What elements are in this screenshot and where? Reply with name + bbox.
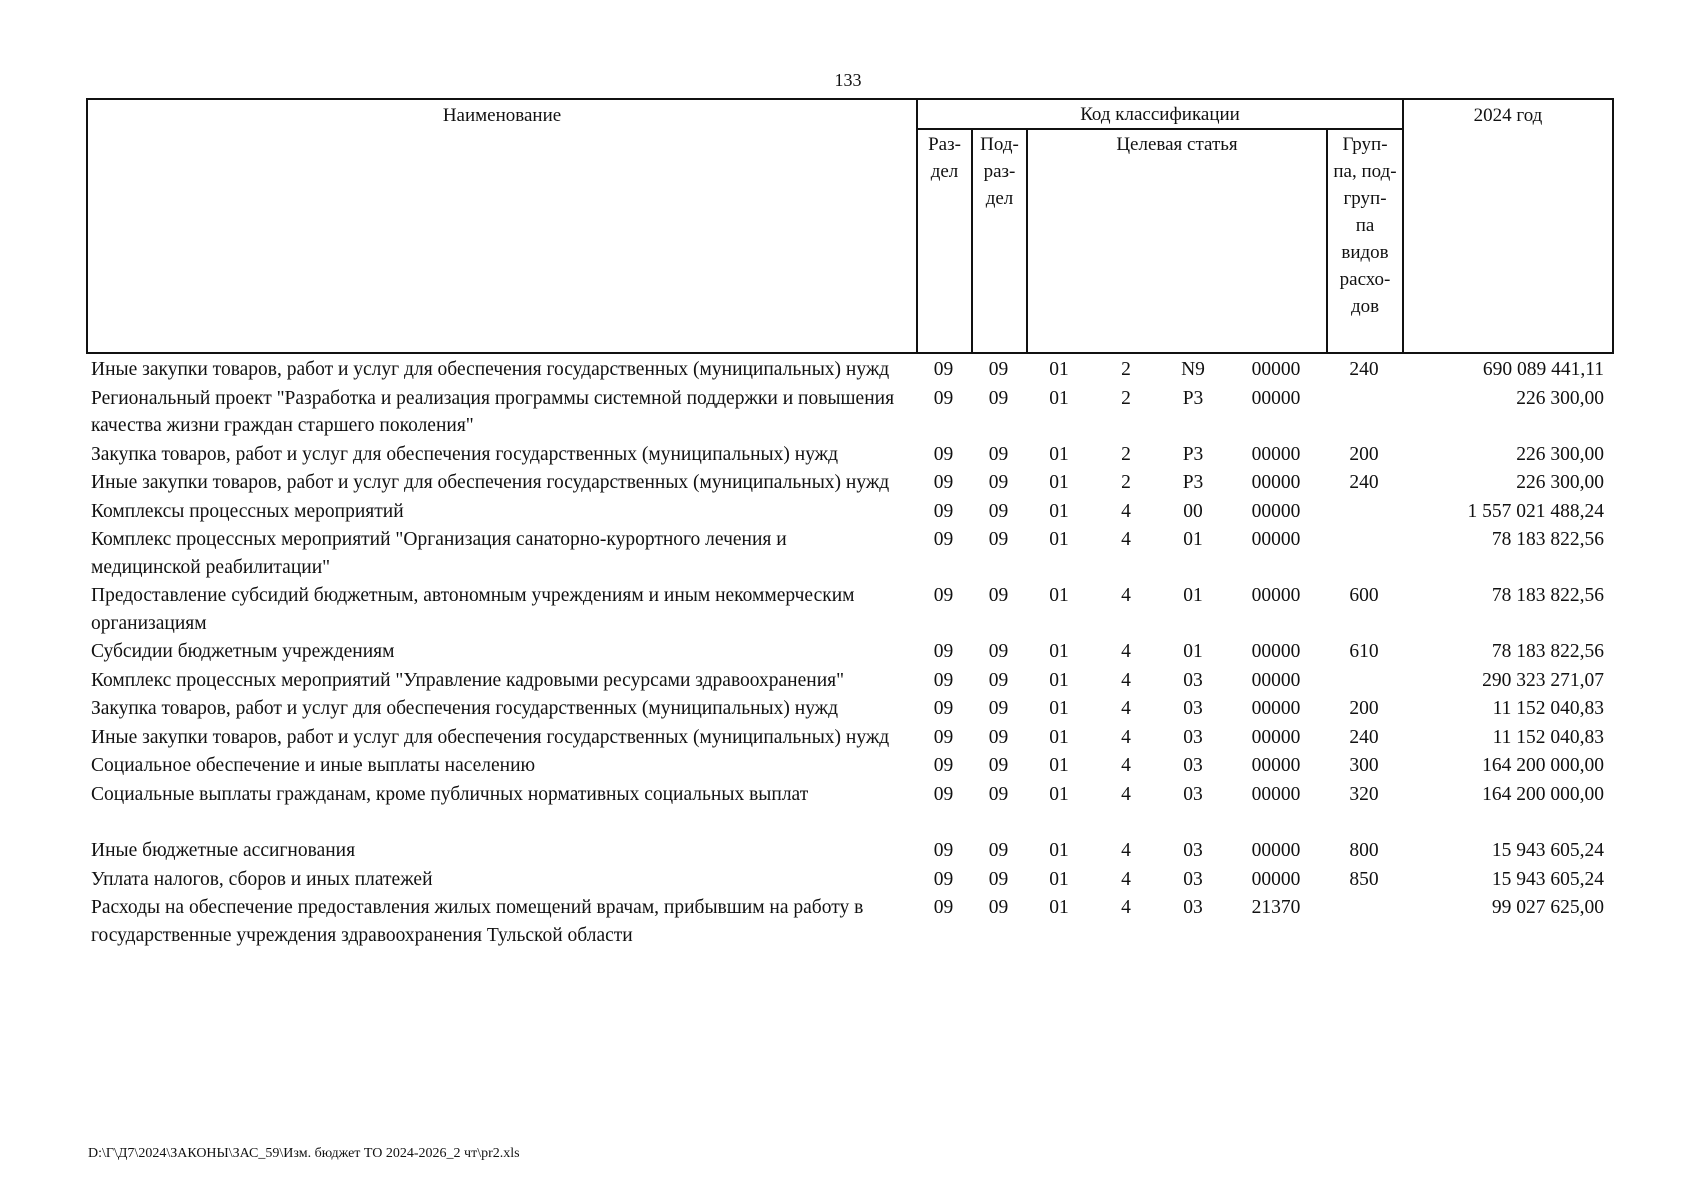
table-row	[86, 498, 1612, 527]
row-target-type: 4	[1121, 783, 1131, 805]
row-target-type: 4	[1121, 500, 1131, 522]
table-row	[86, 441, 1612, 470]
row-target-type: 2	[1121, 443, 1131, 465]
row-target-type: 4	[1121, 726, 1131, 748]
row-podrazdel: 09	[988, 443, 1009, 465]
row-amount: 11 152 040,83	[1492, 726, 1604, 748]
row-amount: 226 300,00	[1516, 472, 1604, 493]
header-name: Наименование	[87, 99, 917, 353]
row-target-program: 01	[1049, 529, 1069, 550]
row-name: Социальное обеспечение и иные выплаты населению	[91, 755, 536, 776]
row-podrazdel: 09	[988, 500, 1009, 522]
row-target-direction: 00000	[1251, 726, 1301, 748]
row-podrazdel: 09	[988, 868, 1009, 890]
row-expense-group	[1326, 894, 1402, 950]
row-razdel: 09	[933, 641, 954, 662]
row-target-type: 4	[1121, 669, 1131, 691]
row-target-direction: 00000	[1251, 868, 1301, 890]
row-podrazdel: 09	[988, 359, 1009, 380]
row-name: Иные закупки товаров, работ и услуг для обеспечения государственных (муниципальных) нужд	[91, 359, 890, 380]
row-target-program: 01	[1049, 472, 1069, 493]
row-target-program: 01	[1049, 698, 1069, 719]
header-razdel: Раз- дел	[917, 129, 972, 353]
row-target-program: 01	[1049, 641, 1069, 662]
row-amount: 78 183 822,56	[1491, 585, 1604, 606]
row-name: Субсидии бюджетным учреждениям	[91, 641, 395, 662]
row-target-project: 03	[1183, 698, 1203, 719]
row-target-direction: 00000	[1251, 698, 1301, 719]
row-amount: 15 943 605,24	[1491, 840, 1604, 861]
row-target-program: 01	[1049, 783, 1069, 805]
row-target-program: 01	[1049, 755, 1069, 776]
row-amount: 99 027 625,00	[1491, 897, 1604, 918]
header-year: 2024 год	[1403, 99, 1613, 353]
table-row	[86, 638, 1612, 667]
row-target-project: 03	[1183, 868, 1203, 890]
row-target-program: 01	[1049, 669, 1069, 691]
table-row	[86, 724, 1612, 753]
row-podrazdel: 09	[988, 755, 1009, 776]
footer-file-path: D:\Г\Д7\2024\ЗАКОНЫ\ЗАС_59\Изм. бюджет ТО 2024-2026_2 чт\pr2.xls	[88, 1146, 520, 1161]
row-name: Уплата налогов, сборов и иных платежей	[91, 868, 433, 890]
row-target-type: 4	[1121, 698, 1131, 719]
row-spacer	[86, 809, 1612, 837]
row-podrazdel: 09	[988, 641, 1009, 662]
row-target-type: 2	[1121, 387, 1131, 409]
row-amount: 226 300,00	[1516, 387, 1604, 409]
row-target-direction: 00000	[1251, 472, 1301, 493]
row-target-direction: 00000	[1251, 359, 1301, 380]
row-name: Иные закупки товаров, работ и услуг для обеспечения государственных (муниципальных) нужд	[91, 726, 890, 748]
row-name: Социальные выплаты гражданам, кроме публичных нормативных социальных выплат	[91, 783, 809, 805]
row-razdel: 09	[933, 897, 954, 918]
row-target-program: 01	[1049, 840, 1069, 861]
row-razdel: 09	[933, 669, 954, 691]
row-target-direction: 00000	[1251, 529, 1301, 550]
row-target-direction: 00000	[1251, 840, 1301, 861]
row-razdel: 09	[933, 359, 954, 380]
row-name: Комплекс процессных мероприятий "Управление кадровыми ресурсами здравоохранения"	[91, 669, 845, 691]
row-target-type: 4	[1121, 897, 1131, 918]
row-target-direction: 00000	[1251, 387, 1301, 409]
row-target-type: 4	[1121, 755, 1131, 776]
page-number: 133	[834, 70, 862, 90]
row-target-project: 03	[1183, 755, 1203, 776]
row-name: Комплексы процессных мероприятий	[91, 500, 404, 522]
table-row	[86, 695, 1612, 724]
row-expense-group: 300	[1349, 755, 1379, 776]
row-podrazdel: 09	[988, 387, 1009, 409]
row-expense-group	[1326, 667, 1402, 696]
row-target-project: 01	[1183, 641, 1203, 662]
row-target-project: P3	[1182, 472, 1204, 493]
row-amount: 690 089 441,11	[1482, 359, 1604, 380]
row-name: Иные бюджетные ассигнования	[91, 840, 356, 861]
row-razdel: 09	[933, 698, 954, 719]
row-podrazdel: 09	[988, 529, 1009, 550]
row-razdel: 09	[933, 387, 954, 409]
row-target-program: 01	[1049, 359, 1069, 380]
row-target-direction: 00000	[1251, 641, 1301, 662]
row-target-direction: 00000	[1251, 669, 1301, 691]
row-target-type: 4	[1121, 840, 1131, 861]
budget-table	[86, 356, 1612, 950]
row-target-direction: 00000	[1251, 783, 1301, 805]
row-target-type: 4	[1121, 868, 1131, 890]
row-razdel: 09	[933, 840, 954, 861]
row-target-project: 01	[1183, 529, 1203, 550]
row-amount: 226 300,00	[1516, 443, 1604, 465]
row-target-direction: 00000	[1251, 443, 1301, 465]
row-name: Комплекс процессных мероприятий "Организация санаторно-курортного лечения и медицинской реабилитации"	[91, 529, 787, 578]
row-target-direction: 00000	[1251, 585, 1301, 606]
row-razdel: 09	[933, 755, 954, 776]
row-expense-group	[1326, 526, 1402, 582]
row-razdel: 09	[933, 472, 954, 493]
row-podrazdel: 09	[988, 840, 1009, 861]
row-podrazdel: 09	[988, 783, 1009, 805]
row-amount: 11 152 040,83	[1492, 698, 1604, 719]
table-row	[86, 667, 1612, 696]
row-podrazdel: 09	[988, 669, 1009, 691]
row-expense-group	[1326, 498, 1402, 527]
table-header	[86, 98, 1614, 354]
row-podrazdel: 09	[988, 897, 1009, 918]
row-expense-group: 200	[1349, 443, 1379, 465]
row-amount: 78 183 822,56	[1491, 529, 1604, 550]
row-target-project: 03	[1183, 840, 1203, 861]
row-target-program: 01	[1049, 500, 1069, 522]
table-row	[86, 526, 1612, 582]
table-row	[86, 752, 1612, 781]
row-podrazdel: 09	[988, 585, 1009, 606]
row-target-program: 01	[1049, 443, 1069, 465]
table-row	[86, 837, 1612, 866]
row-target-type: 2	[1121, 359, 1131, 380]
row-expense-group: 240	[1349, 472, 1379, 493]
row-razdel: 09	[933, 500, 954, 522]
row-target-program: 01	[1049, 585, 1069, 606]
row-razdel: 09	[933, 529, 954, 550]
row-target-project: 03	[1183, 669, 1203, 691]
row-target-project: 01	[1183, 585, 1203, 606]
row-name: Закупка товаров, работ и услуг для обеспечения государственных (муниципальных) нужд	[91, 698, 839, 719]
table-row	[86, 866, 1612, 895]
row-expense-group: 320	[1349, 783, 1379, 805]
row-amount: 290 323 271,07	[1482, 669, 1604, 691]
row-expense-group: 610	[1349, 641, 1379, 662]
row-expense-group: 240	[1349, 726, 1379, 748]
row-name: Закупка товаров, работ и услуг для обеспечения государственных (муниципальных) нужд	[91, 443, 839, 465]
row-target-program: 01	[1049, 726, 1069, 748]
row-target-type: 2	[1121, 472, 1131, 493]
row-target-project: 03	[1183, 897, 1203, 918]
row-target-direction: 00000	[1251, 755, 1301, 776]
row-name: Предоставление субсидий бюджетным, автономным учреждениям и иным некоммерческим организациям	[91, 585, 855, 634]
row-podrazdel: 09	[988, 472, 1009, 493]
row-expense-group	[1326, 385, 1402, 441]
row-target-program: 01	[1049, 868, 1069, 890]
row-target-type: 4	[1121, 585, 1131, 606]
row-razdel: 09	[933, 868, 954, 890]
header-podrazdel: Под- раз- дел	[972, 129, 1027, 353]
row-name: Расходы на обеспечение предоставления жилых помещений врачам, прибывшим на работу в государственные учреждения здравоохранения Тульской области	[91, 897, 864, 946]
row-razdel: 09	[933, 443, 954, 465]
table-row	[86, 385, 1612, 441]
row-podrazdel: 09	[988, 698, 1009, 719]
row-target-project: P3	[1182, 443, 1204, 465]
row-amount: 164 200 000,00	[1482, 755, 1604, 776]
row-target-project: P3	[1182, 387, 1204, 409]
row-target-project: 00	[1183, 500, 1203, 522]
row-podrazdel: 09	[988, 726, 1009, 748]
row-expense-group: 200	[1349, 698, 1379, 719]
row-target-project: N9	[1181, 359, 1205, 380]
row-name: Региональный проект "Разработка и реализация программы системной поддержки и повышения качества жизни граждан старшего поколения"	[91, 387, 895, 436]
row-amount: 164 200 000,00	[1482, 783, 1604, 805]
row-expense-group: 850	[1349, 868, 1379, 890]
row-target-program: 01	[1049, 387, 1069, 409]
table-body	[86, 356, 1612, 950]
row-target-type: 4	[1121, 529, 1131, 550]
row-expense-group: 240	[1349, 359, 1379, 380]
row-razdel: 09	[933, 585, 954, 606]
row-target-project: 03	[1183, 783, 1203, 805]
table-row	[86, 469, 1612, 498]
row-expense-group: 800	[1349, 840, 1379, 861]
row-amount: 15 943 605,24	[1491, 868, 1604, 890]
table-row	[86, 582, 1612, 638]
header-classification: Код классификации	[917, 99, 1403, 129]
table-row	[86, 356, 1612, 385]
table-row	[86, 894, 1612, 950]
row-target-project: 03	[1183, 726, 1203, 748]
row-target-type: 4	[1121, 641, 1131, 662]
header-group: Груп- па, под- груп- па видов расхо- дов	[1327, 129, 1403, 353]
row-name: Иные закупки товаров, работ и услуг для обеспечения государственных (муниципальных) нужд	[91, 472, 890, 493]
row-razdel: 09	[933, 783, 954, 805]
row-amount: 1 557 021 488,24	[1467, 500, 1604, 522]
row-target-direction: 00000	[1251, 500, 1301, 522]
row-amount: 78 183 822,56	[1491, 641, 1604, 662]
table-row	[86, 781, 1612, 810]
row-razdel: 09	[933, 726, 954, 748]
row-target-direction: 21370	[1251, 897, 1301, 918]
header-target-article: Целевая статья	[1027, 129, 1327, 353]
row-expense-group: 600	[1349, 585, 1379, 606]
row-target-program: 01	[1049, 897, 1069, 918]
